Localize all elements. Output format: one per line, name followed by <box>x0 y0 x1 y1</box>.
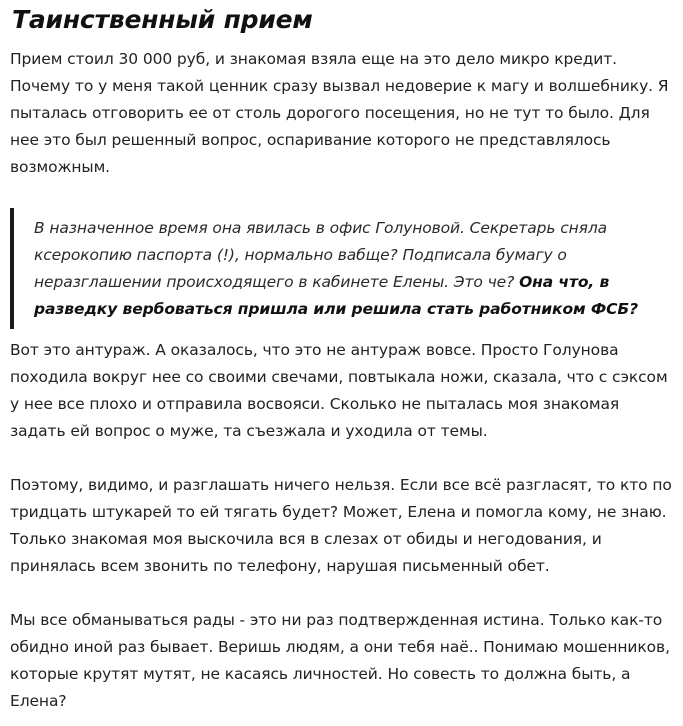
paragraph-price: Прием стоил 30 000 руб, и знакомая взяла еще на это дело микро кредит. Почему то у меня такой ценник сразу вызвал недоверие к магу и волшебнику. Я пыталась отговорить ее от столь дорогого посещения, но не тут то было. Для нее это был решенный вопрос, оспаривание которого не представлялось возможным. <box>10 50 669 176</box>
article-title: Таинственный прием <box>12 5 313 34</box>
quote-bold-text: Она что, в разведку вербоваться пришла или решила стать работником ФСБ? <box>34 273 639 318</box>
paragraph-disclosure: Поэтому, видимо, и разглашать ничего нельзя. Если все всё разгласят, то кто по тридцать штукарей то ей тягать будет? Может, Елена и помогла кому, не знаю. Только знакомая моя выскочила вся в слезах от обиды и негодования, и принялась всем звонить по телефону, нарушая письменный обет. <box>10 476 672 575</box>
paragraph-ambience: Вот это антураж. А оказалось, что это не антураж вовсе. Просто Голунова походила вокруг нее со своими свечами, повтыкала ножи, сказала, что с сэксом у нее все плохо и отправила восвояси. Сколько не пыталась моя знакомая задать ей вопрос о муже, та съезжала и уходила от темы. <box>10 341 668 440</box>
paragraph-conclusion: Мы все обманываться рады - это ни раз подтвержденная истина. Только как-то обидно иной раз бывает. Веришь людям, а они тебя наё.. Понимаю мошенников, которые крутят мутят, не касаясь личностей. Но совесть то должна быть, а Елена? <box>10 611 670 710</box>
quote-text: В назначенное время она явилась в офис Голуновой. Секретарь сняла ксерокопию паспорта (!), нормально вабще? Подписала бумагу о неразглашении происходящего в кабинете Елены. Это че? <box>34 219 608 291</box>
blockquote <box>10 208 675 329</box>
article <box>10 0 675 715</box>
